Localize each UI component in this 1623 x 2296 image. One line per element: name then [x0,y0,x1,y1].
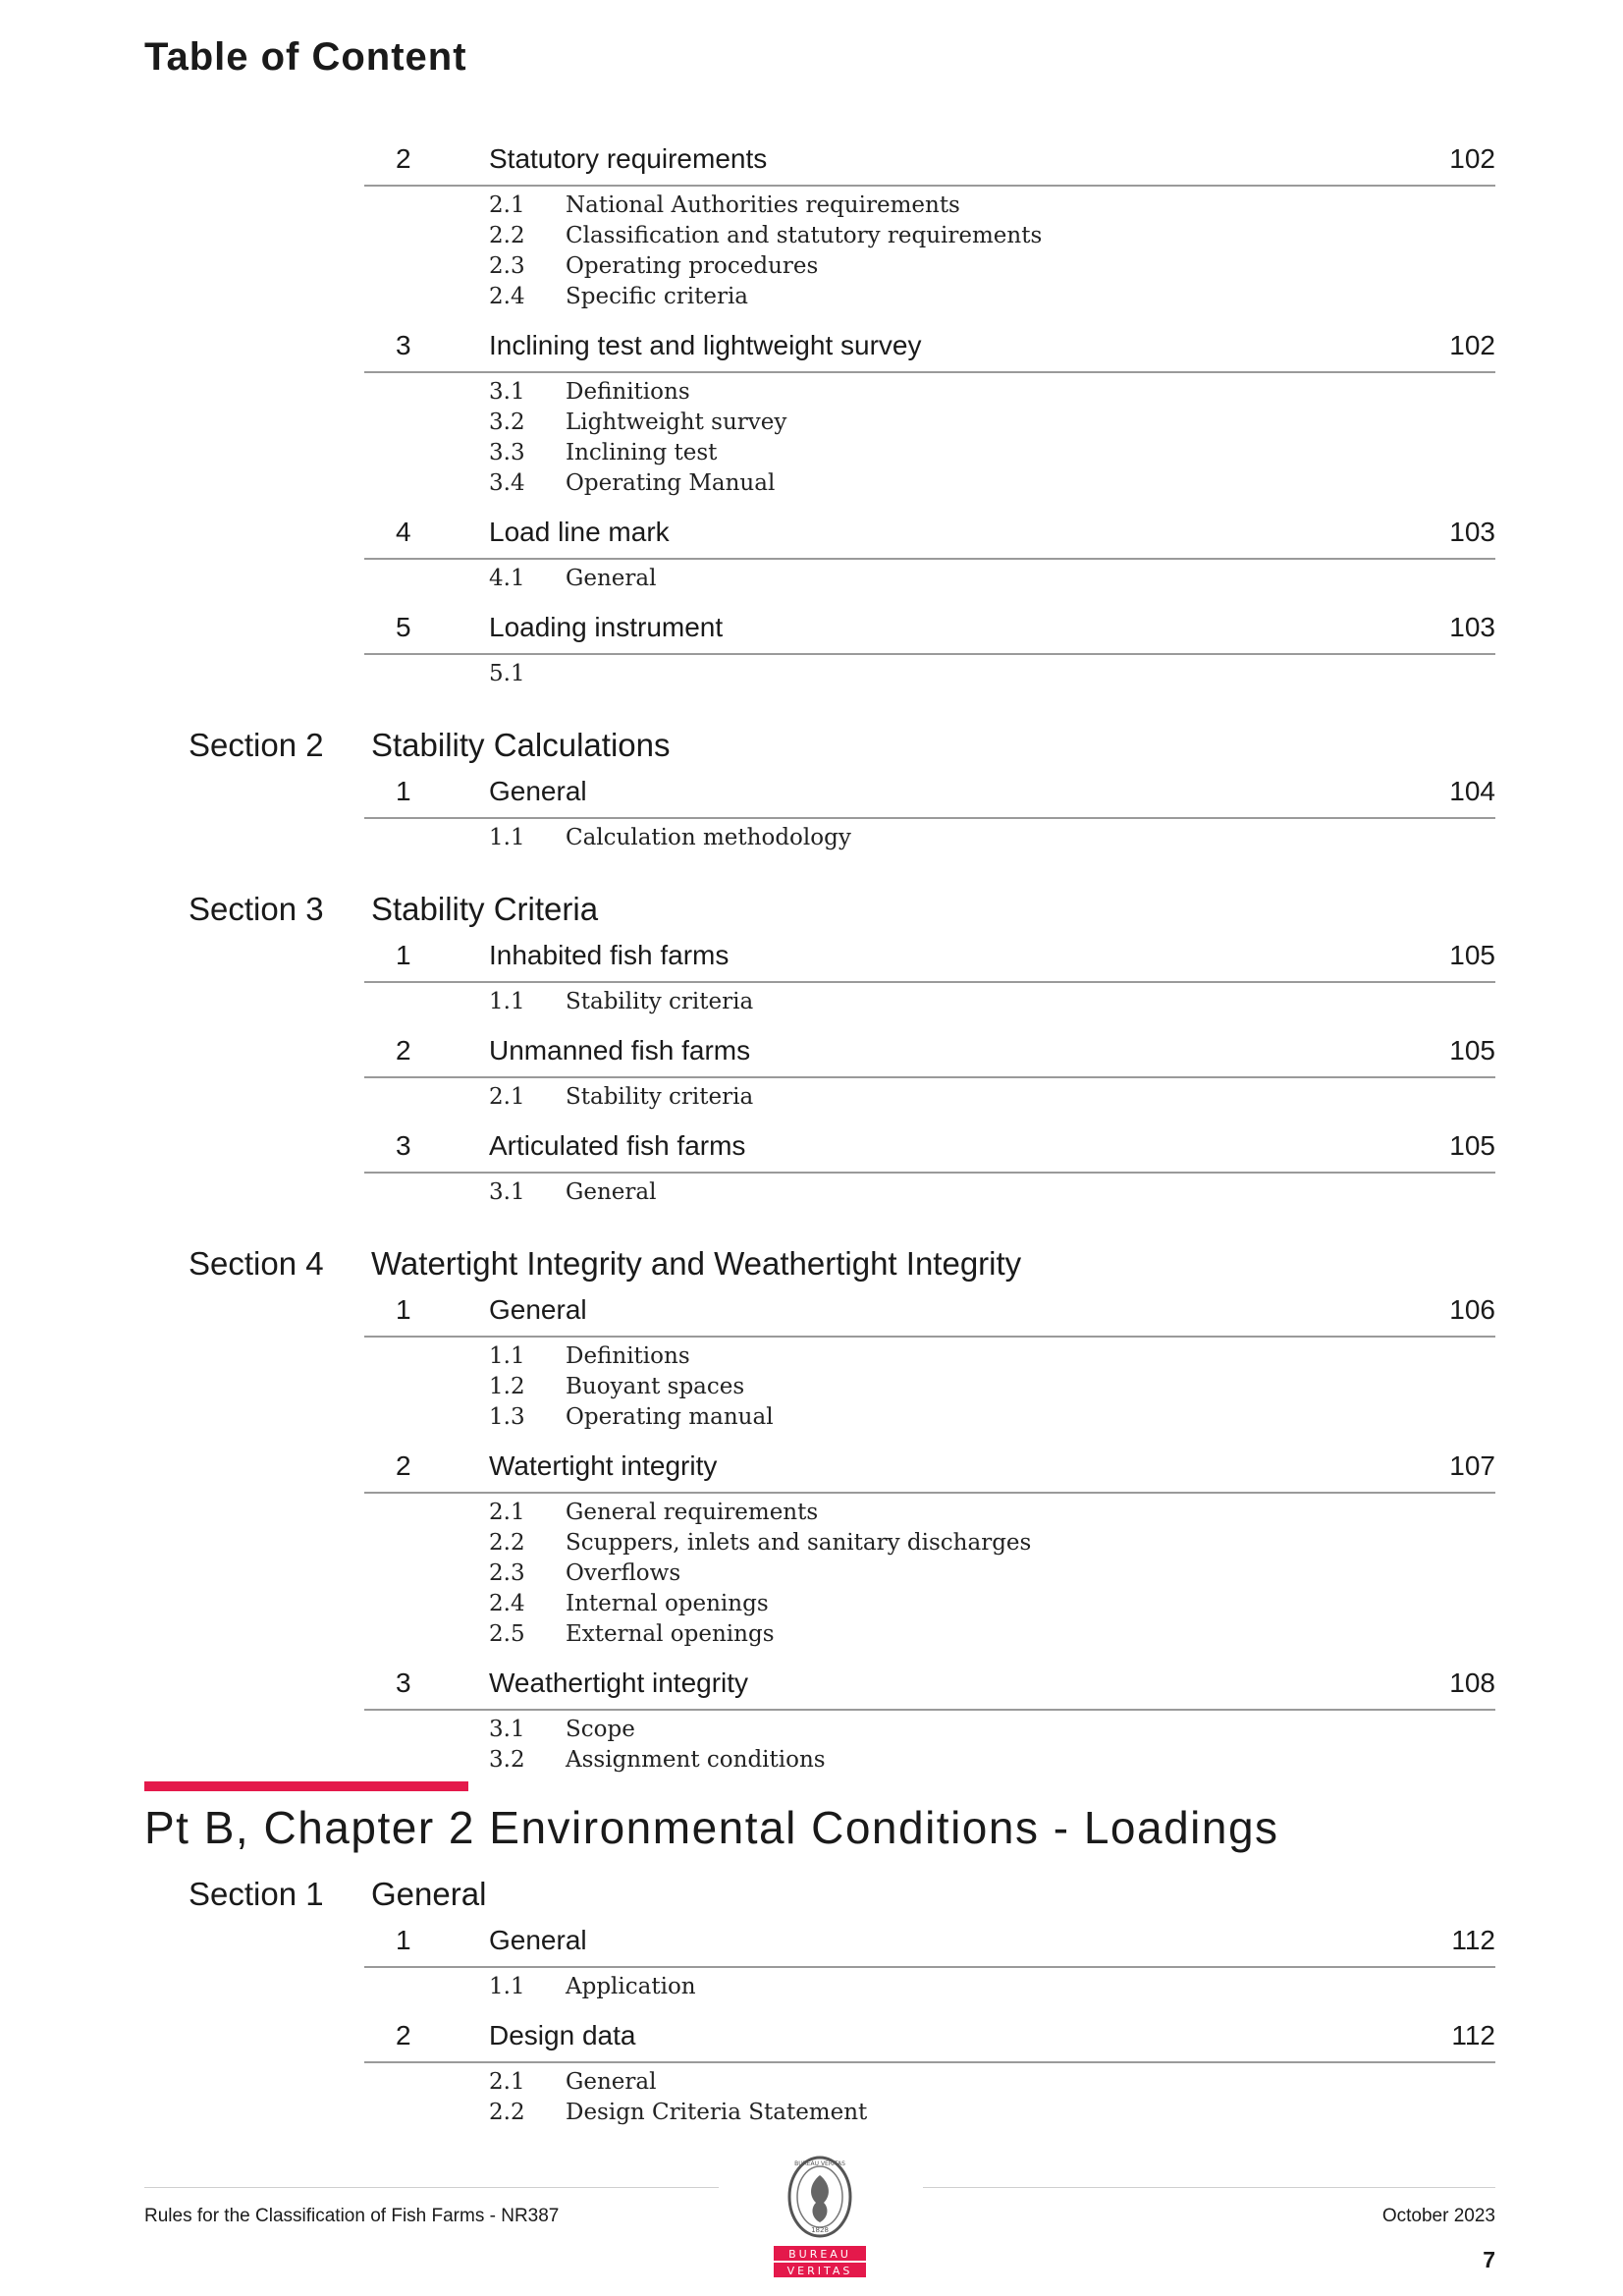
section-title: Stability Calculations [371,727,671,763]
subsection-number: 2.4 [489,1591,525,1616]
article-number: 2 [396,143,411,174]
article-title: Load line mark [489,517,670,547]
subsection-number: 2.5 [489,1621,525,1647]
article-page-number: 105 [1449,1130,1495,1161]
toc-article-row [364,1128,1495,1174]
subsection-title: Lightweight survey [566,410,787,435]
subsection-title: Stability criteria [566,989,754,1014]
section-title: Stability Criteria [371,891,599,927]
article-title: General [489,1294,587,1325]
subsection-number: 3.2 [489,1747,525,1773]
subsection-title: Inclining test [566,440,718,465]
article-page-number: 105 [1449,1035,1495,1066]
subsection-number: 3.4 [489,470,525,496]
toc-article-row [364,515,1495,560]
subsection-title: General [566,1179,657,1205]
article-title: General [489,1925,587,1955]
article-number: 2 [396,1035,411,1066]
article-number: 1 [396,940,411,970]
article-page-number: 112 [1451,2020,1495,2050]
subsection-number: 1.2 [489,1374,525,1399]
article-title: Design data [489,2020,636,2050]
article-page-number: 102 [1449,330,1495,360]
toc-article-row [364,774,1495,819]
subsection-number: 2.1 [489,192,525,218]
subsection-number: 3.2 [489,410,525,435]
subsection-title: Classification and statutory requirements [566,223,1043,248]
article-title: Articulated fish farms [489,1130,746,1161]
toc-article-row [364,2018,1495,2063]
svg-text:1828: 1828 [811,2226,829,2234]
article-number: 3 [396,1130,411,1161]
article-title: General [489,776,587,806]
toc-article-row [364,938,1495,983]
toc-article-row [364,1923,1495,1968]
article-title: Unmanned fish farms [489,1035,751,1066]
article-page-number: 104 [1449,776,1495,806]
toc-article-row [364,1033,1495,1078]
article-number: 3 [396,1667,411,1698]
article-title: Weathertight integrity [489,1667,749,1698]
toc-article-row [364,141,1495,187]
toc-article-row [364,1666,1495,1711]
toc-article-row [364,328,1495,373]
page-title: Table of Content [144,35,467,79]
subsection-number: 2.1 [489,1084,525,1110]
svg-text:VERITAS: VERITAS [786,2265,853,2277]
subsection-title: Stability criteria [566,1084,754,1110]
subsection-number: 2.1 [489,1500,525,1525]
subsection-number: 2.2 [489,1530,525,1556]
article-number: 2 [396,2020,411,2050]
footer-rule-left [144,2187,719,2188]
subsection-title: General requirements [566,1500,819,1525]
subsection-title: Definitions [566,1343,690,1369]
svg-text:BUREAU VERITAS: BUREAU VERITAS [794,2160,845,2167]
subsection-title: External openings [566,1621,775,1647]
subsection-title: Specific criteria [566,284,749,309]
subsection-number: 3.3 [489,440,525,465]
article-page-number: 102 [1449,143,1495,174]
subsection-title: Operating Manual [566,470,776,496]
subsection-number: 2.2 [489,223,525,248]
article-title: Watertight integrity [489,1450,718,1481]
toc-article-row [364,1292,1495,1338]
subsection-title: Operating procedures [566,253,819,279]
footer-document-title: Rules for the Classification of Fish Farms - NR387 [144,2206,560,2226]
section-label: Section 1 [189,1876,324,1912]
subsection-title: Design Criteria Statement [566,2100,868,2125]
subsection-number: 1.1 [489,1974,525,1999]
subsection-title: Internal openings [566,1591,769,1616]
article-page-number: 103 [1449,517,1495,547]
footer-rule-right [923,2187,1495,2188]
article-number: 3 [396,330,411,360]
subsection-title: Application [566,1974,696,1999]
subsection-number: 4.1 [489,566,525,591]
subsection-title: General [566,2069,657,2095]
section-title: Watertight Integrity and Weathertight Integrity [371,1245,1022,1282]
article-page-number: 106 [1449,1294,1495,1325]
subsection-title: General [566,566,657,591]
article-number: 5 [396,612,411,642]
footer-date: October 2023 [1381,2206,1495,2226]
article-page-number: 103 [1449,612,1495,642]
subsection-number: 5.1 [489,661,525,686]
subsection-title: Definitions [566,379,690,405]
subsection-number: 2.1 [489,2069,525,2095]
subsection-number: 1.1 [489,1343,525,1369]
svg-text:BUREAU: BUREAU [788,2248,851,2261]
subsection-number: 3.1 [489,379,525,405]
subsection-title: Calculation methodology [566,825,851,850]
toc-article-row [364,1449,1495,1494]
section-label: Section 4 [189,1245,324,1282]
article-title: Inclining test and lightweight survey [489,330,922,360]
subsection-number: 1.1 [489,989,525,1014]
article-number: 4 [396,517,411,547]
article-number: 1 [396,1294,411,1325]
article-page-number: 108 [1449,1667,1495,1698]
article-title: Statutory requirements [489,143,768,174]
toc-article-row [364,610,1495,655]
subsection-title: National Authorities requirements [566,192,960,218]
subsection-number: 3.1 [489,1179,525,1205]
page-number: 7 [1483,2247,1495,2272]
subsection-title: Operating manual [566,1404,774,1430]
article-number: 2 [396,1450,411,1481]
subsection-number: 1.3 [489,1404,525,1430]
subsection-title: Scuppers, inlets and sanitary discharges [566,1530,1032,1556]
subsection-title: Assignment conditions [566,1747,826,1773]
article-number: 1 [396,1925,411,1955]
subsection-title: Buoyant spaces [566,1374,745,1399]
bureau-veritas-logo [771,2154,869,2281]
subsection-number: 2.3 [489,253,525,279]
article-title: Inhabited fish farms [489,940,730,970]
subsection-number: 2.4 [489,284,525,309]
article-number: 1 [396,776,411,806]
subsection-number: 3.1 [489,1717,525,1742]
subsection-number: 2.3 [489,1560,525,1586]
chapter-accent-bar [144,1781,468,1791]
subsection-number: 1.1 [489,825,525,850]
article-page-number: 105 [1449,940,1495,970]
subsection-title: Scope [566,1717,635,1742]
section-title: General [371,1876,487,1912]
article-page-number: 112 [1451,1925,1495,1955]
subsection-title: Overflows [566,1560,681,1586]
section-label: Section 3 [189,891,324,927]
article-page-number: 107 [1449,1450,1495,1481]
section-label: Section 2 [189,727,324,763]
article-title: Loading instrument [489,612,724,642]
chapter-title: Pt B, Chapter 2 Environmental Conditions - Loadings [144,1802,1279,1853]
subsection-number: 2.2 [489,2100,525,2125]
